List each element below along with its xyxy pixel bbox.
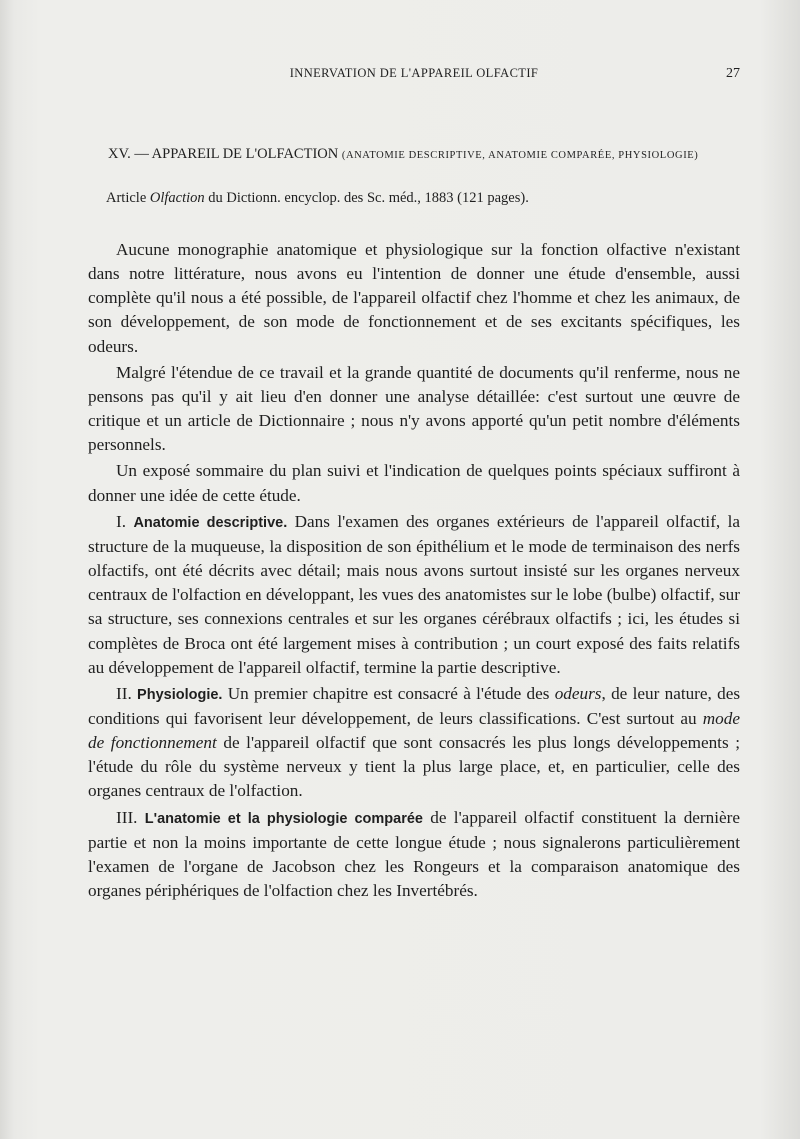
paragraph-text: Un premier chapitre est consacré à l'étude des	[227, 683, 550, 703]
page-number: 27	[726, 66, 740, 81]
section-label: Anatomie descriptive.	[133, 514, 288, 531]
article-citation	[106, 190, 746, 207]
section-number: XV. —	[108, 146, 149, 162]
paragraph-text: de l'appareil olfactif que sont consacrés les plus longs développements ; l'étude du rôle du système nerveux y tient la plus large place, et, en particulier, celle des organes centraux de l'olfaction.	[88, 733, 741, 801]
roman-numeral: II.	[116, 683, 132, 703]
roman-numeral: I.	[116, 511, 127, 531]
citation-rest: du Dictionn. encyclop. des Sc. méd., 1883 (121 pages).	[208, 190, 529, 206]
paragraph-text: de l'appareil olfactif constituent la dernière partie et non la moins importante de cette longue étude ; nous signalerons particulièrement l'examen de l'organe de Jacobson chez les Rongeurs et la comparaison anatomique des organes périphériques de l'olfaction chez les Invertébrés.	[88, 807, 741, 901]
page-header	[88, 66, 740, 86]
paragraph-scope: Malgré l'étendue de ce travail et la grande quantité de documents qu'il renferme, nous ne pensons pas qu'il y ait lieu d'en donner une analyse détaillée: c'est surtout une œuvre de critique et un article de Dictionnaire ; nous n'y avons apporté qu'un petit nombre d'éléments personnels.	[88, 362, 740, 455]
section-subtitle: (ANATOMIE DESCRIPTIVE, ANATOMIE COMPARÉE, PHYSIOLOGIE)	[341, 150, 699, 161]
citation-italic-title: Olfaction	[149, 190, 205, 206]
italic-term: mode de fonctionnement	[88, 708, 740, 753]
paragraph-comparative	[88, 806, 740, 904]
paragraph-text: , de leur nature, des conditions qui favorisent leur développement, de leurs classifications. C'est surtout au	[88, 683, 741, 728]
citation-prefix: Article	[106, 190, 147, 206]
paragraph-physiology	[88, 682, 740, 804]
italic-term: odeurs	[554, 683, 602, 703]
paragraph-plan: Un exposé sommaire du plan suivi et l'indication de quelques points spéciaux suffiront à donner une idée de cette étude.	[88, 461, 740, 505]
section-label: L'anatomie et la physiologie comparée	[144, 810, 423, 827]
section-heading	[108, 146, 748, 163]
section-title: APPAREIL DE L'OLFACTION	[151, 146, 339, 162]
running-title: INNERVATION DE L'APPAREIL OLFACTIF	[289, 66, 539, 80]
roman-numeral: III.	[116, 807, 138, 827]
paragraph-intro: Aucune monographie anatomique et physiologique sur la fonction olfactive n'existant dans notre littérature, nous avons eu l'intention de donner une étude d'ensemble, aussi complète qu'il nous a été possible, de l'appareil olfactif chez l'homme et chez les animaux, de son développement, de son mode de fonctionnement et de ses excitants spécifiques, les odeurs.	[88, 240, 740, 356]
section-label: Physiologie.	[137, 686, 223, 703]
paragraph-text: Dans l'examen des organes extérieurs de l'appareil olfactif, la structure de la muqueuse, la disposition de son épithélium et le mode de terminaison des nerfs olfactifs, ont été décrits avec détail; mais nous avons surtout insisté sur les organes nerveux centraux de l'olfaction en développant, les vues des anatomistes sur le lobe (bulbe) olfactif, sur sa structure, ses connexions centrales et sur les organes cérébraux olfactifs ; ici, les études si complètes de Broca ont été largement mises à contribution ; un court exposé des faits relatifs au développement de l'appareil olfactif, termine la partie descriptive.	[88, 511, 741, 677]
paragraph-anatomy	[88, 510, 740, 680]
body-text	[88, 238, 740, 903]
